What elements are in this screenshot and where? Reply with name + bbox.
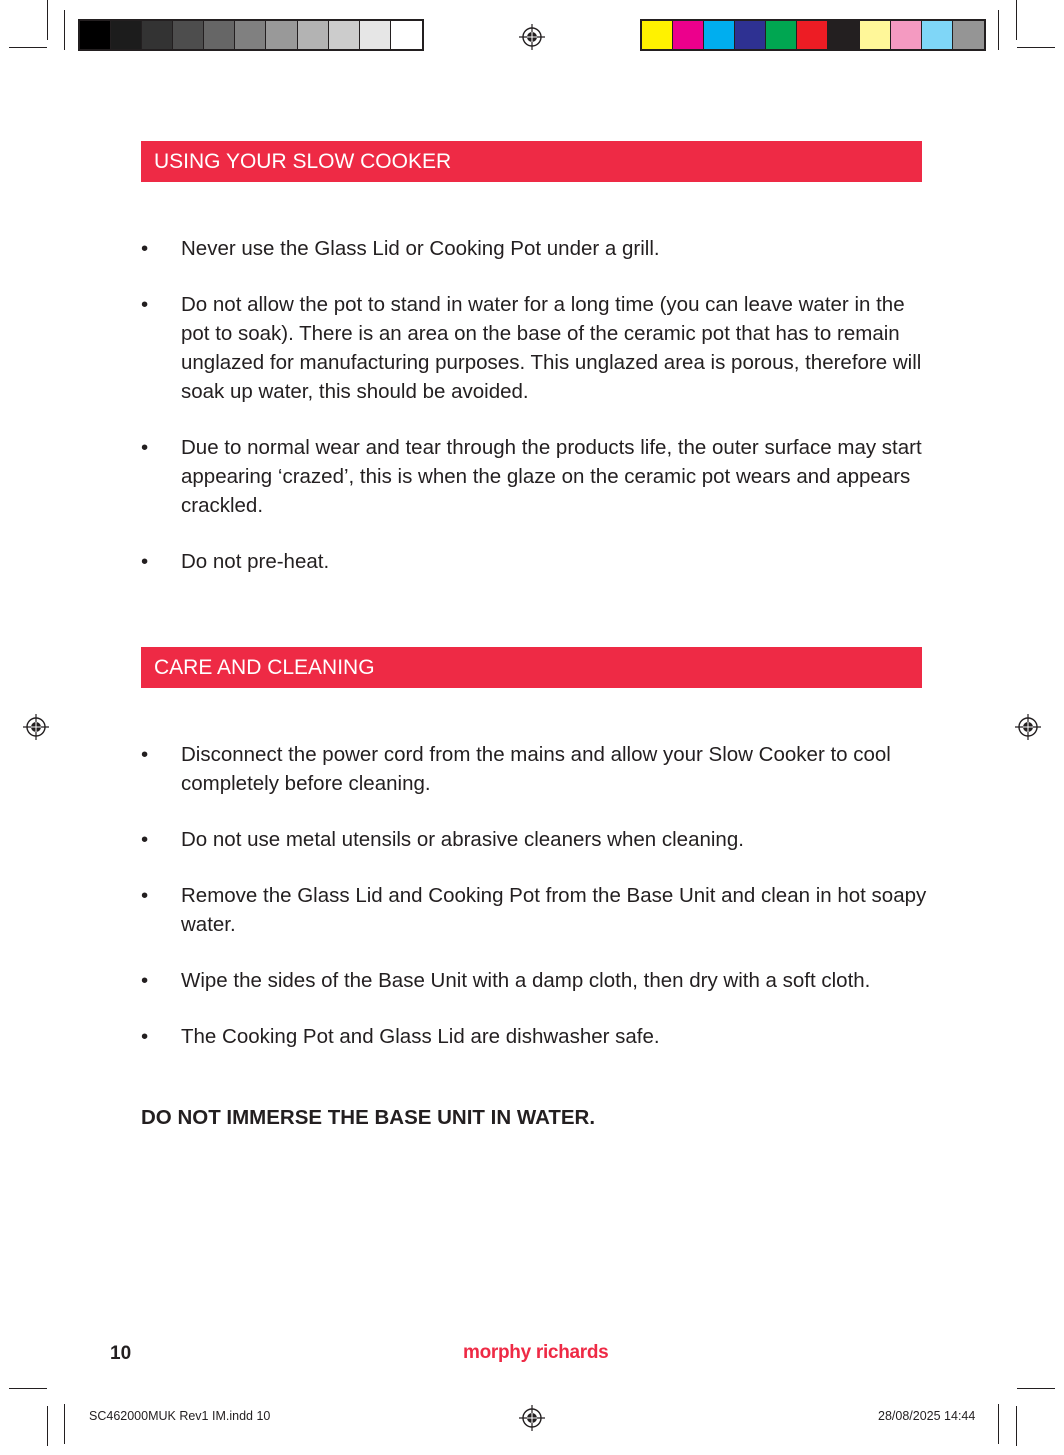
color-swatch: [642, 21, 673, 49]
list-item: [141, 1022, 931, 1051]
list-item-text: Do not pre-heat.: [181, 550, 330, 573]
bullet-icon: •: [141, 1025, 149, 1048]
list-item-text: Disconnect the power cord from the mains and allow your Slow Cooker to cool completely before cleaning.: [181, 743, 891, 795]
registration-mark-icon: [519, 1405, 545, 1431]
crop-mark: [64, 1404, 65, 1444]
registration-mark-icon: [23, 714, 49, 740]
color-swatch: [735, 21, 766, 49]
section-heading-using-slow-cooker: USING YOUR SLOW COOKER: [141, 141, 922, 182]
crop-mark: [998, 1404, 999, 1444]
list-item: [141, 881, 931, 939]
registration-mark-icon: [1015, 714, 1041, 740]
bullet-icon: •: [141, 237, 149, 260]
registration-mark-icon: [519, 24, 545, 50]
list-item: [141, 740, 931, 798]
color-swatch: [704, 21, 735, 49]
color-swatch: [922, 21, 953, 49]
crop-mark: [1017, 1388, 1055, 1389]
list-item-text: Wipe the sides of the Base Unit with a damp cloth, then dry with a soft cloth.: [181, 969, 871, 992]
bullet-icon: •: [141, 743, 149, 766]
color-swatch: [360, 21, 391, 49]
list-item-text: Never use the Glass Lid or Cooking Pot under a grill.: [181, 237, 660, 260]
page-number: 10: [110, 1343, 132, 1364]
color-swatch: [298, 21, 329, 49]
immersion-warning: DO NOT IMMERSE THE BASE UNIT IN WATER.: [141, 1106, 596, 1129]
print-slug-date: 28/08/2025 14:44: [878, 1409, 976, 1423]
color-swatch: [391, 21, 422, 49]
color-swatch: [111, 21, 142, 49]
color-swatch: [142, 21, 173, 49]
color-swatch: [891, 21, 922, 49]
list-item: [141, 825, 931, 854]
color-swatch: [204, 21, 235, 49]
color-swatch: [80, 21, 111, 49]
list-item: [141, 234, 931, 263]
color-swatch: [797, 21, 828, 49]
print-slug-filename: SC462000MUK Rev1 IM.indd 10: [89, 1409, 271, 1423]
bullet-icon: •: [141, 550, 149, 573]
usage-bullet-list: [141, 234, 931, 603]
color-swatch: [235, 21, 266, 49]
list-item: [141, 433, 931, 520]
bullet-icon: •: [141, 828, 149, 851]
list-item-text: Do not use metal utensils or abrasive cleaners when cleaning.: [181, 828, 744, 851]
cleaning-bullet-list: [141, 740, 931, 1078]
list-item: [141, 547, 931, 576]
crop-mark: [998, 10, 999, 50]
list-item: [141, 966, 931, 995]
color-swatch: [266, 21, 297, 49]
crop-mark: [1016, 0, 1017, 40]
color-swatch: [766, 21, 797, 49]
crop-mark: [64, 10, 65, 50]
section-heading-care-and-cleaning: CARE AND CLEANING: [141, 647, 922, 688]
color-swatch: [828, 21, 859, 49]
list-item-text: The Cooking Pot and Glass Lid are dishwasher safe.: [181, 1025, 660, 1048]
bullet-icon: •: [141, 436, 149, 459]
color-swatch: [329, 21, 360, 49]
crop-mark: [1016, 1406, 1017, 1446]
crop-mark: [47, 1406, 48, 1446]
color-swatch-bar: [640, 19, 986, 51]
brand-logo: morphy richards: [463, 1342, 609, 1363]
list-item-text: Due to normal wear and tear through the products life, the outer surface may start appearing ‘crazed’, this is when the glaze on the ceramic pot wears and appears crackled.: [181, 436, 922, 517]
bullet-icon: •: [141, 969, 149, 992]
color-swatch: [673, 21, 704, 49]
crop-mark: [1017, 47, 1055, 48]
list-item: [141, 290, 931, 406]
color-swatch: [173, 21, 204, 49]
crop-mark: [9, 47, 47, 48]
grayscale-swatch-bar: [78, 19, 424, 51]
crop-mark: [9, 1388, 47, 1389]
color-swatch: [953, 21, 984, 49]
color-swatch: [860, 21, 891, 49]
list-item-text: Remove the Glass Lid and Cooking Pot from the Base Unit and clean in hot soapy water.: [181, 884, 927, 936]
crop-mark: [47, 0, 48, 40]
bullet-icon: •: [141, 293, 149, 316]
list-item-text: Do not allow the pot to stand in water for a long time (you can leave water in the pot to soak). There is an area on the base of the ceramic pot that has to remain unglazed for manufacturing purposes. This unglazed area is porous, therefore will soak up water, this should be avoided.: [181, 293, 922, 403]
bullet-icon: •: [141, 884, 149, 907]
